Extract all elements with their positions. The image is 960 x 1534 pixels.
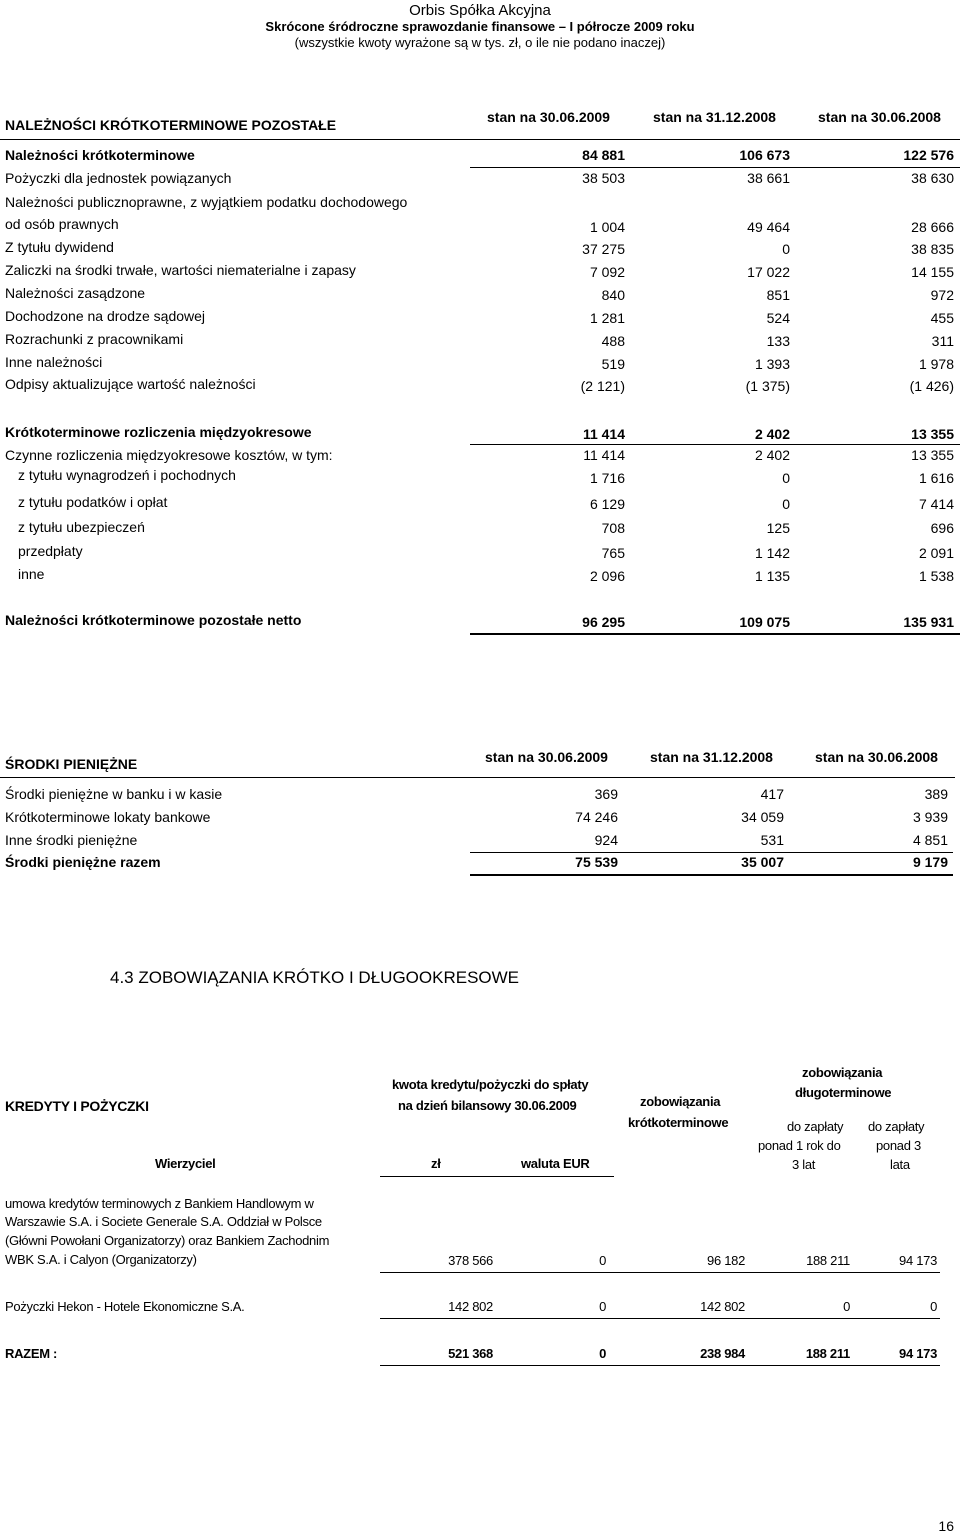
cell-value: 238 984 (700, 1346, 745, 1361)
cell-value: 0 (843, 1299, 850, 1314)
row-rule (380, 1318, 940, 1319)
cell-value: 37 275 (582, 241, 625, 257)
row-label: z tytułu podatków i opłat (18, 494, 168, 510)
cell-value: 17 022 (747, 264, 790, 280)
cell-value: 2 402 (754, 447, 790, 463)
table-row (0, 285, 960, 305)
cell-value: (1 375) (745, 378, 790, 394)
cell-value: 378 566 (448, 1253, 493, 1268)
cell-value: 389 (924, 786, 948, 802)
cell-value: 1 142 (754, 545, 790, 561)
row-label: z tytułu wynagrodzeń i pochodnych (18, 467, 236, 483)
cell-value: 94 173 (899, 1346, 937, 1361)
row-label: Inne należności (5, 354, 103, 370)
cell-value: 1 135 (754, 568, 790, 584)
cell-value: 1 538 (918, 568, 954, 584)
table-row (0, 809, 960, 829)
cell-value: 972 (930, 287, 954, 303)
cell-value: 417 (760, 786, 784, 802)
row-label: Zaliczki na środki trwałe, wartości niematerialne i zapasy (5, 262, 356, 278)
table-row (0, 424, 960, 444)
cell-value: 696 (930, 520, 954, 536)
row-label: Dochodzone na drodze sądowej (5, 308, 206, 324)
col-long-b-label-3: lata (890, 1157, 910, 1172)
amounts-note: (wszystkie kwoty wyrażone są w tys. zł, o ile nie podano inaczej) (294, 35, 666, 50)
cell-value: 840 (601, 287, 625, 303)
table-row (0, 262, 960, 282)
table-row-total (0, 612, 960, 632)
cell-value: 488 (601, 333, 625, 349)
row-label: Należności krótkoterminowe pozostałe netto (5, 612, 302, 628)
cell-value: 708 (601, 520, 625, 536)
row-label: Środki pieniężne razem (5, 854, 161, 870)
table-row (0, 566, 960, 586)
lender-line: (Główni Powołani Organizatorzy) oraz Bankiem Zachodnim (5, 1233, 330, 1248)
row-label: Środki pieniężne w banku i w kasie (5, 786, 223, 802)
table-row (0, 519, 960, 539)
cell-value: 0 (599, 1299, 606, 1314)
table-row (0, 467, 960, 487)
col-long-b-label: do zapłaty (868, 1119, 925, 1134)
cell-value: 122 576 (903, 147, 954, 163)
row-label: Rozrachunki z pracownikami (5, 331, 184, 347)
lender-line: Warszawie S.A. i Societe Generale S.A. Oddział w Polsce (5, 1214, 322, 1229)
col-long-b-label-2: ponad 3 (876, 1138, 921, 1153)
cell-value: 75 539 (575, 854, 618, 870)
cell-value: 311 (931, 333, 954, 349)
cell-value: 9 179 (912, 854, 948, 870)
col-short-label: zobowiązania (640, 1094, 721, 1109)
table-row (0, 308, 960, 328)
total-rule (470, 633, 960, 635)
total-rule (380, 1365, 940, 1366)
credits-title: KREDYTY I POŻYCZKI (5, 1098, 149, 1114)
cell-value: 0 (599, 1346, 606, 1361)
cell-value: 11 414 (582, 426, 625, 442)
cell-value: 96 295 (582, 614, 625, 630)
cell-value: 84 881 (582, 147, 625, 163)
row-label: Krótkoterminowe rozliczenia międzyokresowe (5, 424, 312, 440)
col-long-a-label: do zapłaty (787, 1119, 844, 1134)
col-long-label-2: długoterminowe (795, 1085, 892, 1100)
col-header-2009-06: stan na 30.06.2009 (487, 109, 610, 125)
cell-value: 35 007 (741, 854, 784, 870)
table-row-total (0, 854, 960, 874)
cell-value: 34 059 (741, 809, 784, 825)
cell-value: 7 414 (918, 496, 954, 512)
cell-value: 13 355 (911, 426, 954, 442)
cell-value: 1 281 (589, 310, 625, 326)
cell-value: 851 (766, 287, 790, 303)
cell-value: 0 (782, 496, 790, 512)
row-label-cont: od osób prawnych (5, 216, 119, 232)
cell-value: 6 129 (589, 496, 625, 512)
cell-value: 765 (601, 545, 625, 561)
col-header-2009-06: stan na 30.06.2009 (485, 749, 608, 765)
cell-value: 188 211 (806, 1253, 850, 1268)
cell-value: 4 851 (912, 832, 948, 848)
table-row (0, 543, 960, 563)
cell-value: 13 355 (911, 447, 954, 463)
table-row (0, 832, 960, 852)
cell-value: (1 426) (909, 378, 954, 394)
cell-value: 125 (766, 520, 790, 536)
total-rule (470, 874, 953, 876)
cell-value: 38 630 (911, 170, 954, 186)
header-rule (380, 1176, 614, 1177)
cell-value: 38 661 (747, 170, 790, 186)
row-label: Należności zasądzone (5, 285, 146, 301)
cell-value: 1 716 (589, 470, 625, 486)
cell-value: 0 (782, 470, 790, 486)
col-long-a-label-2: ponad 1 rok do (758, 1138, 841, 1153)
cell-value: 188 211 (805, 1346, 850, 1361)
row-label: Krótkoterminowe lokaty bankowe (5, 809, 211, 825)
col-header-2008-12: stan na 31.12.2008 (650, 749, 773, 765)
row-label: Czynne rozliczenia międzyokresowe kosztów, w tym: (5, 447, 333, 463)
cell-value: 94 173 (899, 1253, 937, 1268)
lender-line: WBK S.A. i Calyon (Organizatorzy) (5, 1252, 197, 1267)
row-label: inne (18, 566, 45, 582)
table-row (0, 354, 960, 374)
row-label: Z tytułu dywidend (5, 239, 114, 255)
col-amount-label: kwota kredytu/pożyczki do spłaty (392, 1077, 589, 1092)
total-label: RAZEM : (5, 1346, 58, 1361)
table-row (0, 494, 960, 514)
lender-line: Pożyczki Hekon - Hotele Ekonomiczne S.A. (5, 1299, 245, 1314)
receivables-title: NALEŻNOŚCI KRÓTKOTERMINOWE POZOSTAŁE (5, 117, 337, 133)
header-rule (0, 139, 960, 140)
cell-value: 142 802 (700, 1299, 745, 1314)
col-amount-label-2: na dzień bilansowy 30.06.2009 (398, 1098, 577, 1113)
cell-value: 521 368 (448, 1346, 493, 1361)
cell-value: 455 (930, 310, 954, 326)
row-label: przedpłaty (18, 543, 83, 559)
cell-value: 38 503 (582, 170, 625, 186)
cell-value: 3 939 (912, 809, 948, 825)
table-row (0, 239, 960, 259)
table-row (0, 376, 960, 396)
pln-label: zł (431, 1156, 441, 1171)
col-header-2008-06: stan na 30.06.2008 (815, 749, 938, 765)
row-label: Odpisy aktualizujące wartość należności (5, 376, 256, 392)
row-label: Należności krótkoterminowe (5, 147, 195, 163)
cell-value: 2 402 (754, 426, 790, 442)
cell-value: 109 075 (739, 614, 790, 630)
header-rule (0, 777, 955, 778)
cell-value: 14 155 (911, 264, 954, 280)
lender-label: Wierzyciel (155, 1156, 216, 1171)
subtotal-rule (470, 444, 960, 445)
table-row (0, 447, 960, 467)
cell-value: 106 673 (739, 147, 790, 163)
cell-value: 1 616 (918, 470, 954, 486)
col-short-label-2: krótkoterminowe (628, 1115, 729, 1130)
cell-value: 11 414 (583, 447, 625, 463)
cell-value: 7 092 (589, 264, 625, 280)
subtotal-rule (470, 852, 953, 853)
cell-value: 524 (766, 310, 790, 326)
cell-value: 96 182 (707, 1253, 745, 1268)
col-long-label: zobowiązania (802, 1065, 883, 1080)
cell-value: 1 978 (918, 356, 954, 372)
table-row (0, 194, 960, 214)
cell-value: 2 096 (589, 568, 625, 584)
cash-title: ŚRODKI PIENIĘŻNE (5, 756, 138, 772)
cell-value: 49 464 (747, 219, 790, 235)
cell-value: 924 (594, 832, 618, 848)
cell-value: 0 (782, 241, 790, 257)
cell-value: 135 931 (903, 614, 954, 630)
cell-value: 531 (760, 832, 784, 848)
col-header-2008-12: stan na 31.12.2008 (653, 109, 776, 125)
subtotal-rule (470, 167, 960, 168)
row-label: z tytułu ubezpieczeń (18, 519, 145, 535)
cell-value: 142 802 (448, 1299, 493, 1314)
company-name: Orbis Spółka Akcyjna (409, 2, 551, 19)
row-label: Należności publicznoprawne, z wyjątkiem podatku dochodowego (5, 194, 408, 210)
col-long-a-label-3: 3 lat (792, 1157, 816, 1172)
table-row (0, 170, 960, 190)
lender-line: umowa kredytów terminowych z Bankiem Handlowym w (5, 1196, 314, 1211)
cell-value: 0 (930, 1299, 937, 1314)
cell-value: 2 091 (918, 545, 954, 561)
cell-value: 38 835 (911, 241, 954, 257)
report-title: Skrócone śródroczne sprawozdanie finansowe – I półrocze 2009 roku (265, 19, 695, 34)
page-number: 16 (938, 1518, 954, 1534)
cell-value: 133 (766, 333, 790, 349)
cell-value: 0 (599, 1253, 606, 1268)
table-row (0, 786, 960, 806)
col-header-2008-06: stan na 30.06.2008 (818, 109, 941, 125)
table-row (0, 331, 960, 351)
table-row (0, 216, 960, 236)
cell-value: (2 121) (580, 378, 625, 394)
cell-value: 28 666 (911, 219, 954, 235)
cell-value: 519 (601, 356, 625, 372)
cell-value: 1 393 (754, 356, 790, 372)
eur-label: waluta EUR (521, 1156, 590, 1171)
cell-value: 369 (594, 786, 618, 802)
row-label: Inne środki pieniężne (5, 832, 138, 848)
row-rule (380, 1272, 940, 1273)
table-row (0, 147, 960, 167)
section-heading: 4.3 ZOBOWIĄZANIA KRÓTKO I DŁUGOOKRESOWE (110, 968, 520, 987)
cell-value: 74 246 (575, 809, 618, 825)
row-label: Pożyczki dla jednostek powiązanych (5, 170, 232, 186)
cell-value: 1 004 (589, 219, 625, 235)
